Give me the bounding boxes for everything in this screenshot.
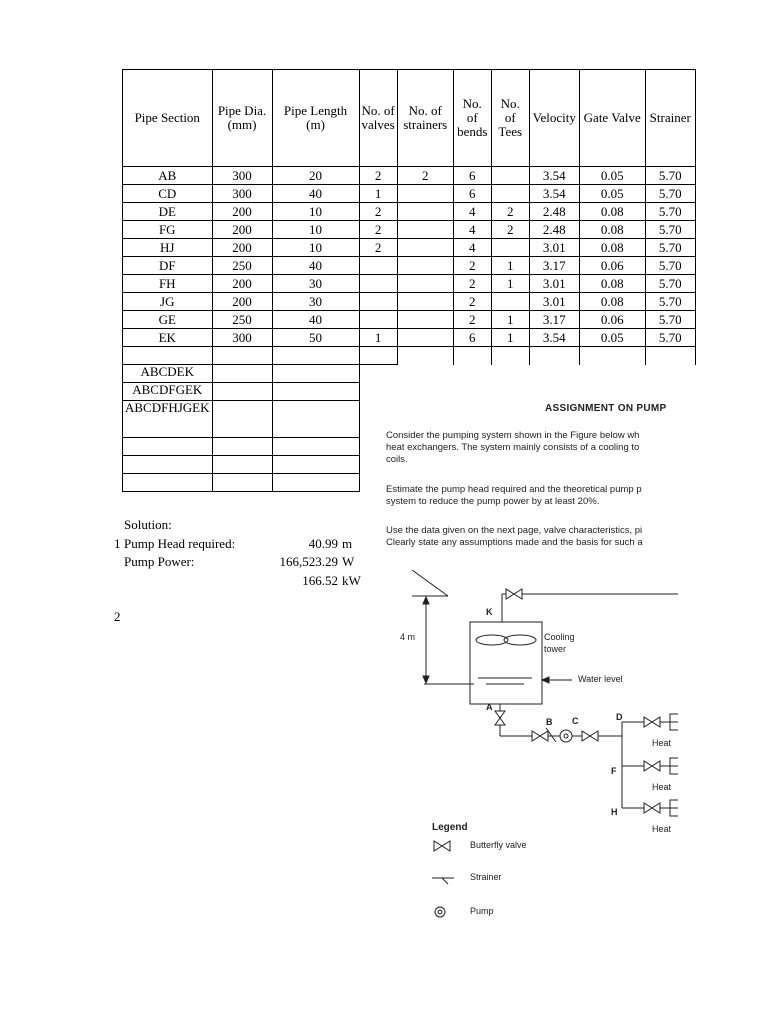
label-k: K <box>486 607 493 617</box>
table-cell[interactable]: 10 <box>272 221 359 239</box>
table-cell[interactable] <box>579 347 645 365</box>
table-cell[interactable]: 300 <box>212 185 272 203</box>
table-cell[interactable]: 3.01 <box>529 275 579 293</box>
table-cell[interactable]: 5.70 <box>645 311 695 329</box>
table-cell[interactable]: 0.08 <box>579 221 645 239</box>
table-row <box>123 329 696 347</box>
table-header-row <box>123 70 696 167</box>
table-cell[interactable]: 200 <box>212 239 272 257</box>
table-cell[interactable]: 5.70 <box>645 329 695 347</box>
label-d: D <box>616 712 623 722</box>
legend-butterfly-valve-icon <box>434 841 450 851</box>
table-cell[interactable]: 0.08 <box>579 239 645 257</box>
table-cell[interactable] <box>397 185 453 203</box>
table-cell[interactable]: 0.06 <box>579 311 645 329</box>
table-cell[interactable]: 3.17 <box>529 257 579 275</box>
table-cell[interactable] <box>123 474 213 492</box>
table-cell[interactable] <box>123 347 213 365</box>
table-cell[interactable]: 6 <box>453 329 491 347</box>
table-cell[interactable]: 2 <box>491 203 529 221</box>
pump-icon <box>560 730 572 742</box>
path-cell[interactable]: ABCDEK <box>123 365 213 383</box>
dimension-top-line <box>412 570 448 596</box>
table-cell[interactable] <box>397 329 453 347</box>
table-row <box>123 167 696 185</box>
solution-heading: Solution: <box>124 517 172 532</box>
table-cell[interactable] <box>272 383 359 401</box>
table-cell[interactable]: 3.54 <box>529 329 579 347</box>
table-cell[interactable]: 40 <box>272 257 359 275</box>
table-cell[interactable] <box>397 203 453 221</box>
label-c: C <box>572 716 579 726</box>
table-cell[interactable] <box>123 438 213 456</box>
table-cell[interactable]: 250 <box>212 257 272 275</box>
pump-power-label: Pump Power: <box>124 554 195 569</box>
table-cell[interactable]: 2 <box>359 203 397 221</box>
table-cell[interactable]: 3.54 <box>529 185 579 203</box>
table-cell[interactable]: 4 <box>453 221 491 239</box>
table-cell[interactable] <box>397 347 453 365</box>
path-cell[interactable]: ABCDFGEK <box>123 383 213 401</box>
assignment-paragraph-3-line-2: Clearly state any assumptions made and the basis for such a <box>386 537 643 548</box>
table-cell[interactable]: HJ <box>123 239 213 257</box>
table-cell[interactable]: 2 <box>491 221 529 239</box>
table-cell[interactable]: 200 <box>212 275 272 293</box>
table-cell[interactable]: 1 <box>491 275 529 293</box>
table-cell[interactable]: 5.70 <box>645 221 695 239</box>
table-cell[interactable]: 40 <box>272 311 359 329</box>
assignment-image <box>382 370 678 930</box>
table-cell[interactable]: 300 <box>212 329 272 347</box>
pump-head-unit: m <box>342 536 353 551</box>
heat-exchanger-label-3: Heat <box>652 824 672 834</box>
header-cell: Strainer <box>645 70 695 167</box>
header-cell: No. of Tees <box>491 70 529 167</box>
table-cell[interactable]: DF <box>123 257 213 275</box>
header-cell: No. of valves <box>359 70 397 167</box>
table-cell[interactable]: 2.48 <box>529 203 579 221</box>
table-cell[interactable]: 5.70 <box>645 167 695 185</box>
table-cell[interactable] <box>359 347 397 365</box>
table-cell[interactable]: 200 <box>212 293 272 311</box>
butterfly-valve-b-icon <box>532 731 548 741</box>
branch-f-butterfly-valve-icon <box>644 761 660 771</box>
table-cell[interactable]: 200 <box>212 221 272 239</box>
heat-exchanger-label-2: Heat <box>652 782 672 792</box>
table-cell[interactable]: 3.01 <box>529 293 579 311</box>
table-cell[interactable]: 0.06 <box>579 257 645 275</box>
fan-icon-left <box>476 635 508 645</box>
table-cell[interactable]: 2 <box>359 167 397 185</box>
legend-butterfly-valve-label: Butterfly valve <box>470 840 527 850</box>
table-cell[interactable] <box>272 474 359 492</box>
table-cell[interactable]: 2 <box>359 221 397 239</box>
table-cell[interactable]: 1 <box>359 329 397 347</box>
table-cell[interactable]: 50 <box>272 329 359 347</box>
table-cell[interactable] <box>491 347 529 365</box>
suction-butterfly-valve-icon <box>495 711 505 725</box>
table-cell[interactable]: 10 <box>272 239 359 257</box>
table-cell[interactable] <box>397 293 453 311</box>
pump-power-kw-unit: kW <box>342 573 361 588</box>
table-cell[interactable] <box>645 347 695 365</box>
branch-d-butterfly-valve-icon <box>644 717 660 727</box>
table-cell[interactable]: 2 <box>453 275 491 293</box>
table-cell[interactable] <box>453 347 491 365</box>
table-cell[interactable] <box>359 275 397 293</box>
table-cell[interactable] <box>529 347 579 365</box>
heat-exchanger-label-1: Heat <box>652 738 672 748</box>
assignment-paragraph-3-line-1: Use the data given on the next page, valve characteristics, pi <box>386 525 643 536</box>
legend-pump-icon <box>435 907 445 917</box>
table-cell[interactable] <box>123 456 213 474</box>
table-cell[interactable]: DE <box>123 203 213 221</box>
table-cell[interactable] <box>272 365 359 383</box>
fan-icon-right <box>504 635 536 645</box>
legend-strainer-icon <box>432 878 454 884</box>
path-cell[interactable]: ABCDFHJGEK <box>123 401 213 438</box>
header-cell: Pipe Dia. (mm) <box>212 70 272 167</box>
header-cell: Gate Valve <box>579 70 645 167</box>
table-cell[interactable]: 2 <box>453 293 491 311</box>
cooling-tower-label-1: Cooling <box>544 632 575 642</box>
table-cell[interactable]: 1 <box>491 329 529 347</box>
table-cell[interactable]: GE <box>123 311 213 329</box>
table-cell[interactable] <box>272 401 359 438</box>
discharge-butterfly-valve-icon <box>582 731 598 741</box>
table-cell[interactable]: 5.70 <box>645 257 695 275</box>
water-level-label: Water level <box>578 674 623 684</box>
table-cell[interactable]: 1 <box>491 257 529 275</box>
table-cell[interactable] <box>491 167 529 185</box>
table-row <box>123 275 696 293</box>
table-cell[interactable]: 250 <box>212 311 272 329</box>
item-2-number: 2 <box>114 609 121 624</box>
label-h: H <box>611 807 618 817</box>
table-cell[interactable]: EK <box>123 329 213 347</box>
table-cell[interactable]: 4 <box>453 203 491 221</box>
table-cell[interactable]: 1 <box>359 185 397 203</box>
table-row <box>123 203 696 221</box>
table-cell[interactable]: AB <box>123 167 213 185</box>
table-row <box>123 221 696 239</box>
table-cell[interactable]: 5.70 <box>645 203 695 221</box>
table-cell[interactable]: 2 <box>397 167 453 185</box>
table-cell[interactable]: 3.01 <box>529 239 579 257</box>
header-cell: No. of bends <box>453 70 491 167</box>
height-label: 4 m <box>400 632 416 642</box>
table-cell[interactable] <box>397 275 453 293</box>
piping-diagram <box>382 570 678 820</box>
table-cell[interactable] <box>212 383 272 401</box>
legend-title: Legend <box>432 822 468 833</box>
table-cell[interactable] <box>212 474 272 492</box>
table-cell[interactable]: 0.05 <box>579 185 645 203</box>
table-cell[interactable] <box>491 185 529 203</box>
table-cell[interactable] <box>212 438 272 456</box>
header-cell: Velocity <box>529 70 579 167</box>
table-cell[interactable] <box>212 365 272 383</box>
table-cell[interactable] <box>212 456 272 474</box>
table-row <box>123 239 696 257</box>
table-cell[interactable]: 5.70 <box>645 275 695 293</box>
table-cell[interactable]: 0.05 <box>579 329 645 347</box>
header-cell: No. of strainers <box>397 70 453 167</box>
table-cell[interactable] <box>491 239 529 257</box>
table-cell[interactable] <box>272 347 359 365</box>
return-butterfly-valve-icon <box>506 589 522 599</box>
cooling-tower-box <box>470 622 542 704</box>
table-cell[interactable]: 30 <box>272 275 359 293</box>
table-cell[interactable]: 200 <box>212 203 272 221</box>
table-cell[interactable]: 30 <box>272 293 359 311</box>
table-cell[interactable]: 0.05 <box>579 167 645 185</box>
table-cell[interactable]: 1 <box>491 311 529 329</box>
branch-h-butterfly-valve-icon <box>644 803 660 813</box>
table-cell[interactable]: 0.08 <box>579 203 645 221</box>
table-row <box>123 293 696 311</box>
table-cell[interactable] <box>272 438 359 456</box>
table-row <box>123 185 696 203</box>
table-cell[interactable]: 5.70 <box>645 239 695 257</box>
table-cell[interactable]: 20 <box>272 167 359 185</box>
pump-head-label: Pump Head required: <box>124 536 236 551</box>
table-cell[interactable]: 2 <box>359 239 397 257</box>
table-cell[interactable]: 3.17 <box>529 311 579 329</box>
assignment-title: ASSIGNMENT ON PUMP <box>545 403 667 414</box>
table-cell[interactable]: 40 <box>272 185 359 203</box>
table-cell[interactable]: 6 <box>453 167 491 185</box>
item-1-number: 1 <box>114 536 121 551</box>
assignment-paragraph-1-line-1: Consider the pumping system shown in the Figure below wh <box>386 430 640 441</box>
pump-power-value: 166,523.29 <box>279 554 338 569</box>
table-cell[interactable]: 3.54 <box>529 167 579 185</box>
pump-power-kw-value: 166.52 <box>302 573 338 588</box>
legend-icons <box>432 838 456 918</box>
table-cell[interactable] <box>272 456 359 474</box>
table-cell[interactable] <box>212 347 272 365</box>
table-cell[interactable] <box>212 401 272 438</box>
table-cell[interactable] <box>397 239 453 257</box>
table-row <box>123 257 696 275</box>
table-cell[interactable]: 5.70 <box>645 185 695 203</box>
table-cell[interactable]: 300 <box>212 167 272 185</box>
assignment-paragraph-1-line-3: coils. <box>386 454 408 465</box>
table-cell[interactable]: 0.08 <box>579 275 645 293</box>
table-cell[interactable]: 6 <box>453 185 491 203</box>
table-cell[interactable] <box>359 311 397 329</box>
legend-strainer-label: Strainer <box>470 872 502 882</box>
table-cell[interactable]: CD <box>123 185 213 203</box>
label-f: F <box>611 766 617 776</box>
table-cell[interactable]: FG <box>123 221 213 239</box>
table-row <box>123 311 696 329</box>
table-cell[interactable]: 10 <box>272 203 359 221</box>
table-cell[interactable] <box>397 311 453 329</box>
table-cell[interactable]: JG <box>123 293 213 311</box>
label-b: B <box>546 717 553 727</box>
header-cell: Pipe Section <box>123 70 213 167</box>
table-cell[interactable] <box>397 221 453 239</box>
table-cell[interactable]: 5.70 <box>645 293 695 311</box>
assignment-paragraph-1-line-2: heat exchangers. The system mainly consists of a cooling to <box>386 442 640 453</box>
table-cell[interactable]: 4 <box>453 239 491 257</box>
assignment-paragraph-2-line-1: Estimate the pump head required and the theoretical pump p <box>386 484 642 495</box>
table-cell[interactable] <box>491 293 529 311</box>
table-cell[interactable] <box>359 257 397 275</box>
table-cell[interactable]: 2.48 <box>529 221 579 239</box>
table-cell[interactable]: 2 <box>453 311 491 329</box>
cooling-tower-label-2: tower <box>544 644 567 654</box>
table-cell[interactable]: FH <box>123 275 213 293</box>
table-cell[interactable] <box>397 257 453 275</box>
table-cell[interactable]: 2 <box>453 257 491 275</box>
legend-pump-label: Pump <box>470 906 494 916</box>
pump-power-unit: W <box>342 554 355 569</box>
label-a: A <box>486 702 493 712</box>
table-cell[interactable]: 0.08 <box>579 293 645 311</box>
pump-head-value: 40.99 <box>308 536 338 551</box>
table-row-blank <box>123 347 696 365</box>
header-cell: Pipe Length (m) <box>272 70 359 167</box>
table-cell[interactable] <box>359 293 397 311</box>
assignment-paragraph-2-line-2: system to reduce the pump power by at least 20%. <box>386 496 600 507</box>
